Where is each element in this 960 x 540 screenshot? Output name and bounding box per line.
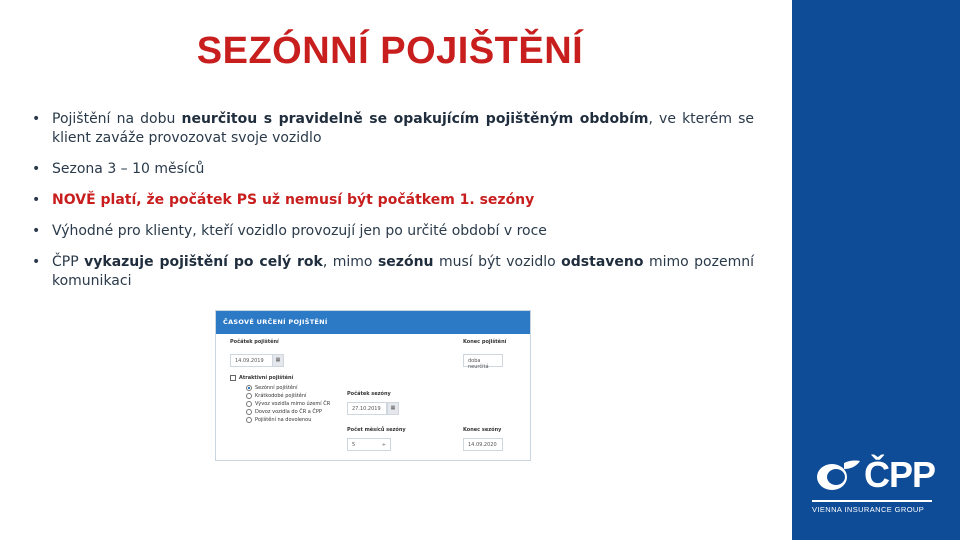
extra-checkbox-label: Atraktivní pojištění [239,375,294,381]
option-label: Vývoz vozidla mimo území ČR [255,401,331,407]
option-label: Dovoz vozidla do ČR a ČPP [255,409,322,415]
option-label: Krátkodobé pojištění [255,393,307,399]
bullet-item [30,191,754,210]
bullet-dot: • [32,223,41,239]
bullet-text: sezónu [377,254,434,270]
season-start-label: Počátek sezóny [347,391,391,397]
end-date-input: doba neurčitá [463,354,503,367]
bullet-text: Pojištění na dobu [52,111,182,127]
calendar-icon[interactable]: ▦ [387,402,399,415]
bullet-dot: • [32,192,41,208]
bullet-dot: • [32,111,41,127]
radio-seasonal[interactable] [246,385,252,391]
bullet-text: musí být vozidlo [433,254,562,270]
option-label: Sezónní pojištění [255,385,298,391]
season-end-label: Konec sezóny [463,427,502,433]
bullet-dot: • [32,254,41,270]
calendar-icon[interactable]: ▦ [272,354,284,367]
bullet-text: vykazuje pojištění po celý rok [84,254,323,270]
bullet-text: Sezona 3 – 10 měsíců [52,161,205,177]
end-label: Konec pojištění [463,339,507,345]
bullet-item [30,160,754,179]
bullet-dot: • [32,161,41,177]
season-end-input: 14.09.2020 [463,438,503,451]
start-date-input[interactable]: 14.09.2019 [230,354,274,367]
insurance-period-form [215,310,531,461]
radio-export[interactable] [246,401,252,407]
radio-short-term[interactable] [246,393,252,399]
bullet-text: odstaveno [561,254,644,270]
option-label: Pojištění na dovolenou [255,417,312,423]
bullet-item [30,253,754,291]
brand-subtitle: VIENNA INSURANCE GROUP [812,505,925,514]
radio-vacation[interactable] [246,417,252,423]
start-label: Počátek pojištění [230,339,279,345]
bullet-text: , mimo [322,254,378,270]
brand-sidebar [792,0,960,540]
bullet-list [30,110,754,303]
season-count-value: 5 [352,442,356,448]
slide-title: SEZÓNNÍ POJIŠTĚNÍ [196,30,584,72]
stepper-icon[interactable]: ÷ [381,442,386,448]
bullet-text: Výhodné pro klienty, kteří vozidlo provozují jen po určité období v roce [52,223,547,239]
bullet-item [30,110,754,148]
logo-divider [812,500,932,502]
form-header: ČASOVÉ URČENÍ POJIŠTĚNÍ [216,311,530,334]
extra-checkbox[interactable] [230,375,236,381]
brand-name: ČPP [864,454,936,495]
bullet-text: NOVĚ platí, že počátek PS už nemusí být počátkem 1. sezóny [52,192,535,208]
bullet-item [30,222,754,241]
season-count-stepper[interactable] [347,438,391,451]
radio-import[interactable] [246,409,252,415]
cpp-logo [812,455,952,515]
bullet-text: mimo pozemní komunikaci [52,254,754,289]
cpp-logo-icon [812,455,862,499]
season-start-input[interactable]: 27.10.2019 [347,402,387,415]
season-count-label: Počet měsíců sezóny [347,427,406,433]
bullet-text: , ve kterém se klient zaváže provozovat svoje vozidlo [52,111,755,146]
bullet-text: neurčitou s pravidelně se opakujícím pojištěným obdobím [181,111,649,127]
bullet-text: ČPP [52,254,85,270]
